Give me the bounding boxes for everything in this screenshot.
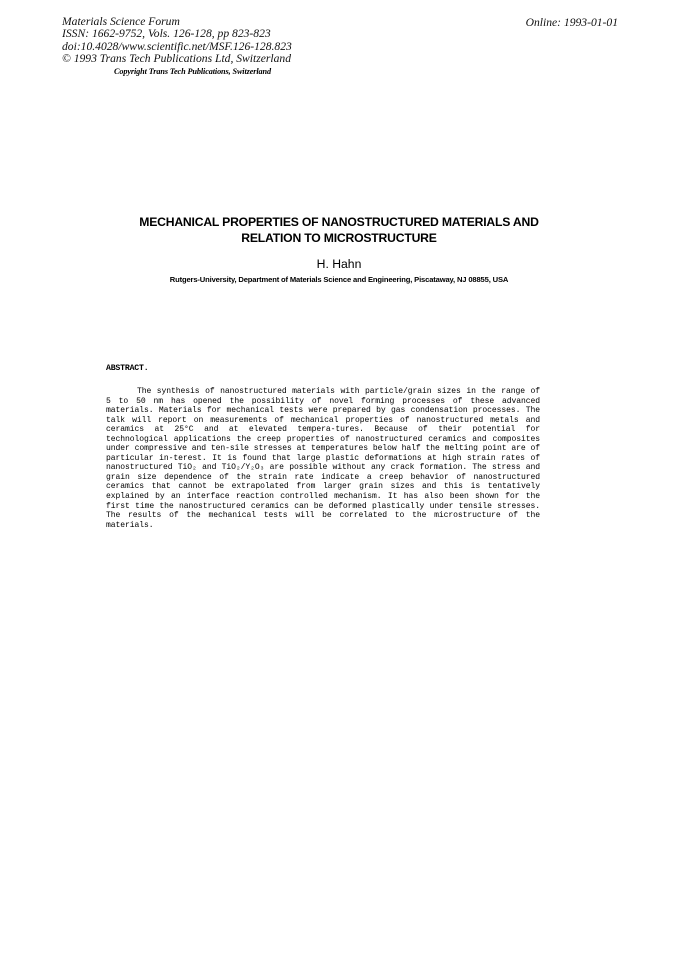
- publisher-copyright: Copyright Trans Tech Publications, Switzerland: [114, 67, 271, 76]
- online-date: Online: 1993-01-01: [525, 16, 618, 29]
- doi-link[interactable]: doi:10.4028/www.scientific.net/MSF.126-128.823: [62, 39, 292, 53]
- author-affiliation: Rutgers-University, Department of Materials Science and Engineering, Piscataway, NJ 08855, USA: [169, 275, 509, 284]
- abstract-heading: ABSTRACT.: [106, 364, 149, 373]
- copyright-line: © 1993 Trans Tech Publications Ltd, Switzerland: [62, 52, 292, 66]
- paper-title-line-2: RELATION TO MICROSTRUCTURE: [241, 231, 437, 245]
- issn-line: ISSN: 1662-9752, Vols. 126-128, pp 823-823: [62, 27, 271, 41]
- paper-title-line-1: MECHANICAL PROPERTIES OF NANOSTRUCTURED MATERIALS AND: [139, 215, 539, 229]
- citation-header: [62, 16, 462, 66]
- journal-name: Materials Science Forum: [62, 15, 180, 28]
- abstract-text: The synthesis of nanostructured materials with particle/grain sizes in the range of 5 to 50 nm has opened the possibility of novel forming processes of these advanced materials. Materials for mechanical tests were prepared by gas condensation processes. The talk will report on measurements of mechanical properties of nanostructured metals and ceramics at 25°C and at elevated tempera-tures. Because of their potential for technological applications the creep properties of nanostructured ceramics and composites under compressive and ten-sile stresses at temperatures below half the melting point are of particular in-terest. It is found that large plastic deformations at high strain rates of nanostructured TiO₂ and TiO₂/Y₂O₃ are possible without any crack formation. The stress and grain size dependence of the strain rate indicate a creep behavior of nanostructured ceramics that cannot be extrapolated from larger grain sizes and this is tentatively explained by an interface reaction controlled mechanism. It has also been shown for the first time the nanostructured ceramics can be deformed plastically under tensile stresses. The results of the mechanical tests will be correlated to the microstructure of the materials.: [106, 387, 540, 530]
- paper-title: [100, 214, 578, 246]
- author-name: H. Hahn: [316, 257, 362, 271]
